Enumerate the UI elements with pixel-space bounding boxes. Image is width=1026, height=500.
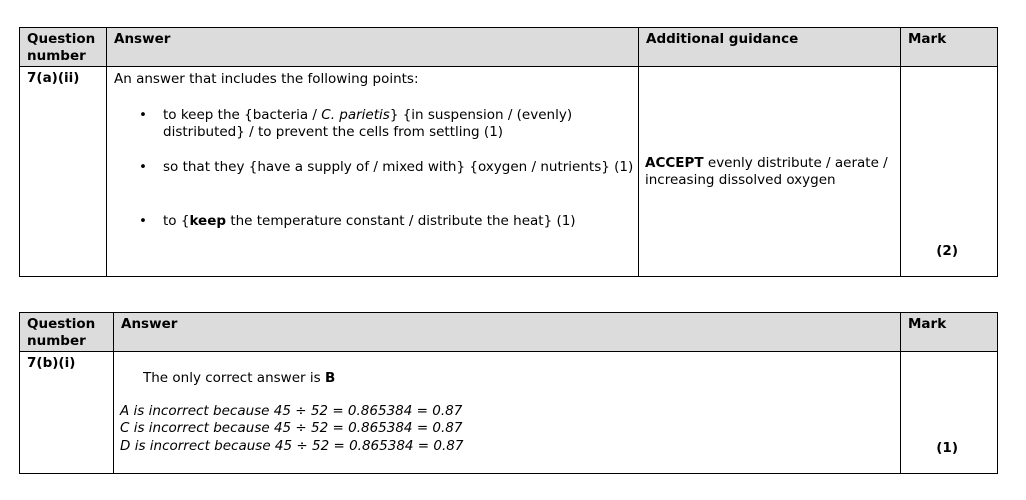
guidance-header: Additional guidance (639, 28, 901, 67)
answer-cell: An answer that includes the following points: • to keep the {bacteria / C. parietis} {in suspension / (evenly) distributed} / to prevent the cells from settling (1) • so that they {have a supply of / mixed with} {oxygen / nutrients} (1) • to {keep the temperature constant / distribute the heat} (1) (107, 67, 639, 277)
guidance-cell (639, 67, 901, 277)
incorrect-line-c: C is incorrect because 45 ÷ 52 = 0.865384 = 0.87 (120, 420, 463, 436)
guidance-text: ACCEPT evenly distribute / aerate / increasing dissolved oxygen (645, 155, 888, 188)
correct-answer-statement: The only correct answer is B (143, 370, 336, 386)
mark-header: Mark (901, 28, 998, 67)
mark-value: (1) (936, 440, 958, 456)
mark-cell (901, 352, 998, 474)
mark-scheme-table-7a-ii (19, 27, 998, 277)
incorrect-line-a: A is incorrect because 45 ÷ 52 = 0.865384 = 0.87 (120, 403, 463, 419)
question-number-header: Question number (20, 313, 114, 352)
answer-intro: An answer that includes the following points: (114, 71, 419, 87)
question-number-header: Question number (20, 28, 107, 67)
question-number: 7(a)(ii) (20, 67, 107, 277)
mark-cell (901, 67, 998, 277)
mark-header: Mark (901, 313, 998, 352)
incorrect-line-d: D is incorrect because 45 ÷ 52 = 0.865384 = 0.87 (120, 438, 464, 454)
mark-value: (2) (936, 243, 958, 259)
answer-cell (114, 352, 901, 474)
answer-header: Answer (107, 28, 639, 67)
question-number: 7(b)(i) (20, 352, 114, 474)
mark-scheme-table-7b-i (19, 312, 998, 474)
answer-header: Answer (114, 313, 901, 352)
